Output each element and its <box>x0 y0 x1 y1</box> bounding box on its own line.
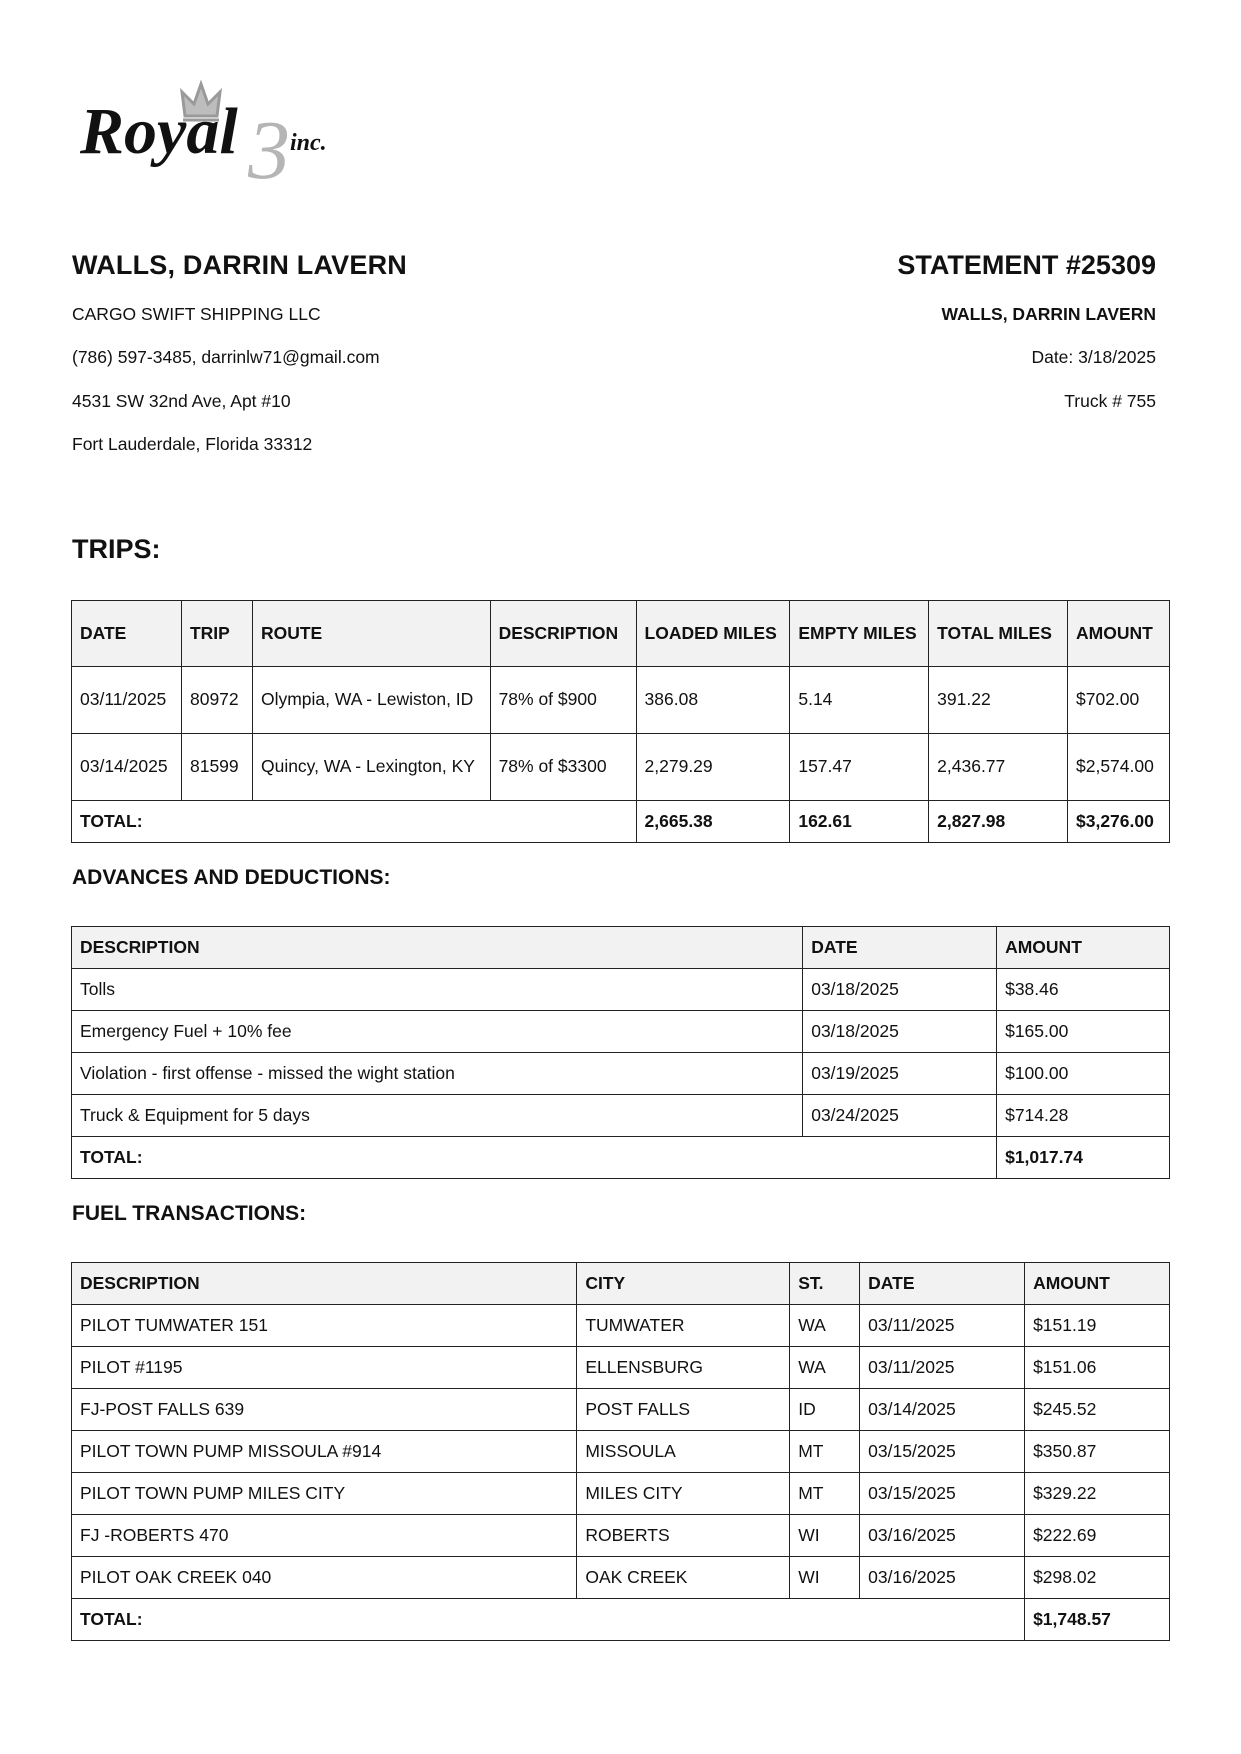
column-header: LOADED MILES <box>636 601 790 667</box>
fuel-table <box>71 1262 1170 1641</box>
advances-table <box>71 926 1170 1179</box>
fuel-state: MT <box>790 1431 860 1473</box>
fuel-city: POST FALLS <box>577 1389 790 1431</box>
fuel-city: MILES CITY <box>577 1473 790 1515</box>
fuel-state: WI <box>790 1515 860 1557</box>
deduction-amount: $100.00 <box>997 1053 1170 1095</box>
deduction-date: 03/18/2025 <box>803 969 997 1011</box>
fuel-state: ID <box>790 1389 860 1431</box>
fuel-description: PILOT TUMWATER 151 <box>72 1305 577 1347</box>
fuel-state: WA <box>790 1305 860 1347</box>
total-row <box>72 1599 1170 1641</box>
table-row <box>72 1347 1170 1389</box>
column-header: DESCRIPTION <box>72 1263 577 1305</box>
deduction-amount: $38.46 <box>997 969 1170 1011</box>
fuel-amount: $245.52 <box>1025 1389 1170 1431</box>
table-header-row <box>72 927 1170 969</box>
trip-total-miles: 2,436.77 <box>929 734 1068 801</box>
trip-description: 78% of $3300 <box>490 734 636 801</box>
fuel-date: 03/14/2025 <box>860 1389 1025 1431</box>
table-row <box>72 1053 1170 1095</box>
table-row <box>72 734 1170 801</box>
trip-date: 03/11/2025 <box>72 667 182 734</box>
fuel-description: PILOT TOWN PUMP MISSOULA #914 <box>72 1431 577 1473</box>
trips-table <box>71 600 1170 843</box>
trip-route: Quincy, WA - Lexington, KY <box>252 734 490 801</box>
table-row <box>72 1557 1170 1599</box>
table-row <box>72 1431 1170 1473</box>
fuel-amount: $151.19 <box>1025 1305 1170 1347</box>
fuel-amount: $151.06 <box>1025 1347 1170 1389</box>
total-label: TOTAL: <box>72 1137 997 1179</box>
logo-suffix: inc. <box>290 130 327 156</box>
fuel-state: WA <box>790 1347 860 1389</box>
trip-total-miles: 391.22 <box>929 667 1068 734</box>
fuel-date: 03/11/2025 <box>860 1347 1025 1389</box>
fuel-city: ROBERTS <box>577 1515 790 1557</box>
royal-3-logo <box>80 78 380 188</box>
statement-driver-name: WALLS, DARRIN LAVERN <box>941 304 1156 324</box>
total-loaded-miles: 2,665.38 <box>636 801 790 843</box>
column-header: DATE <box>803 927 997 969</box>
table-row <box>72 969 1170 1011</box>
column-header: DATE <box>72 601 182 667</box>
deduction-date: 03/19/2025 <box>803 1053 997 1095</box>
total-amount: $1,017.74 <box>997 1137 1170 1179</box>
fuel-description: FJ -ROBERTS 470 <box>72 1515 577 1557</box>
column-header: TRIP <box>181 601 252 667</box>
column-header: AMOUNT <box>1025 1263 1170 1305</box>
total-amount: $1,748.57 <box>1025 1599 1170 1641</box>
table-row <box>72 1095 1170 1137</box>
table-header-row <box>72 601 1170 667</box>
fuel-date: 03/15/2025 <box>860 1473 1025 1515</box>
total-amount: $3,276.00 <box>1068 801 1170 843</box>
logo-numeral: 3 <box>248 104 290 188</box>
logo-wordmark: Royal <box>80 95 238 168</box>
fuel-section-title: FUEL TRANSACTIONS: <box>72 1202 307 1225</box>
deduction-description: Violation - first offense - missed the wight station <box>72 1053 803 1095</box>
trip-empty-miles: 157.47 <box>790 734 929 801</box>
fuel-state: WI <box>790 1557 860 1599</box>
fuel-date: 03/15/2025 <box>860 1431 1025 1473</box>
statement-title: STATEMENT #25309 <box>897 250 1156 280</box>
trip-amount: $702.00 <box>1068 667 1170 734</box>
deduction-date: 03/24/2025 <box>803 1095 997 1137</box>
fuel-description: FJ-POST FALLS 639 <box>72 1389 577 1431</box>
fuel-city: TUMWATER <box>577 1305 790 1347</box>
driver-address-line2: Fort Lauderdale, Florida 33312 <box>72 434 313 454</box>
total-miles: 2,827.98 <box>929 801 1068 843</box>
table-row <box>72 1011 1170 1053</box>
statement-truck: Truck # 755 <box>1064 391 1156 411</box>
deduction-description: Truck & Equipment for 5 days <box>72 1095 803 1137</box>
column-header: TOTAL MILES <box>929 601 1068 667</box>
fuel-city: MISSOULA <box>577 1431 790 1473</box>
fuel-date: 03/11/2025 <box>860 1305 1025 1347</box>
fuel-state: MT <box>790 1473 860 1515</box>
trips-section-title: TRIPS: <box>72 534 161 564</box>
fuel-date: 03/16/2025 <box>860 1515 1025 1557</box>
trip-loaded-miles: 386.08 <box>636 667 790 734</box>
deduction-description: Emergency Fuel + 10% fee <box>72 1011 803 1053</box>
column-header: DATE <box>860 1263 1025 1305</box>
column-header: DESCRIPTION <box>72 927 803 969</box>
fuel-description: PILOT #1195 <box>72 1347 577 1389</box>
table-row <box>72 1389 1170 1431</box>
deduction-amount: $165.00 <box>997 1011 1170 1053</box>
fuel-description: PILOT OAK CREEK 040 <box>72 1557 577 1599</box>
table-header-row <box>72 1263 1170 1305</box>
table-row <box>72 1473 1170 1515</box>
company-logo <box>80 78 380 188</box>
fuel-amount: $298.02 <box>1025 1557 1170 1599</box>
total-label: TOTAL: <box>72 1599 1025 1641</box>
fuel-city: ELLENSBURG <box>577 1347 790 1389</box>
driver-company: CARGO SWIFT SHIPPING LLC <box>72 304 321 324</box>
deduction-amount: $714.28 <box>997 1095 1170 1137</box>
trip-number: 80972 <box>181 667 252 734</box>
total-label: TOTAL: <box>72 801 637 843</box>
fuel-amount: $222.69 <box>1025 1515 1170 1557</box>
fuel-amount: $329.22 <box>1025 1473 1170 1515</box>
trip-amount: $2,574.00 <box>1068 734 1170 801</box>
trip-date: 03/14/2025 <box>72 734 182 801</box>
column-header: EMPTY MILES <box>790 601 929 667</box>
total-row <box>72 801 1170 843</box>
trip-description: 78% of $900 <box>490 667 636 734</box>
driver-contact: (786) 597-3485, darrinlw71@gmail.com <box>72 347 380 367</box>
fuel-date: 03/16/2025 <box>860 1557 1025 1599</box>
table-row <box>72 1305 1170 1347</box>
trip-number: 81599 <box>181 734 252 801</box>
fuel-amount: $350.87 <box>1025 1431 1170 1473</box>
column-header: CITY <box>577 1263 790 1305</box>
column-header: AMOUNT <box>1068 601 1170 667</box>
deduction-date: 03/18/2025 <box>803 1011 997 1053</box>
fuel-city: OAK CREEK <box>577 1557 790 1599</box>
driver-name-heading: WALLS, DARRIN LAVERN <box>72 250 407 280</box>
driver-address-line1: 4531 SW 32nd Ave, Apt #10 <box>72 391 291 411</box>
trip-route: Olympia, WA - Lewiston, ID <box>252 667 490 734</box>
column-header: ROUTE <box>252 601 490 667</box>
column-header: DESCRIPTION <box>490 601 636 667</box>
total-empty-miles: 162.61 <box>790 801 929 843</box>
table-row <box>72 1515 1170 1557</box>
table-row <box>72 667 1170 734</box>
trip-loaded-miles: 2,279.29 <box>636 734 790 801</box>
fuel-description: PILOT TOWN PUMP MILES CITY <box>72 1473 577 1515</box>
total-row <box>72 1137 1170 1179</box>
column-header: AMOUNT <box>997 927 1170 969</box>
statement-date: Date: 3/18/2025 <box>1031 347 1156 367</box>
column-header: ST. <box>790 1263 860 1305</box>
trip-empty-miles: 5.14 <box>790 667 929 734</box>
deduction-description: Tolls <box>72 969 803 1011</box>
advances-section-title: ADVANCES AND DEDUCTIONS: <box>72 866 391 889</box>
